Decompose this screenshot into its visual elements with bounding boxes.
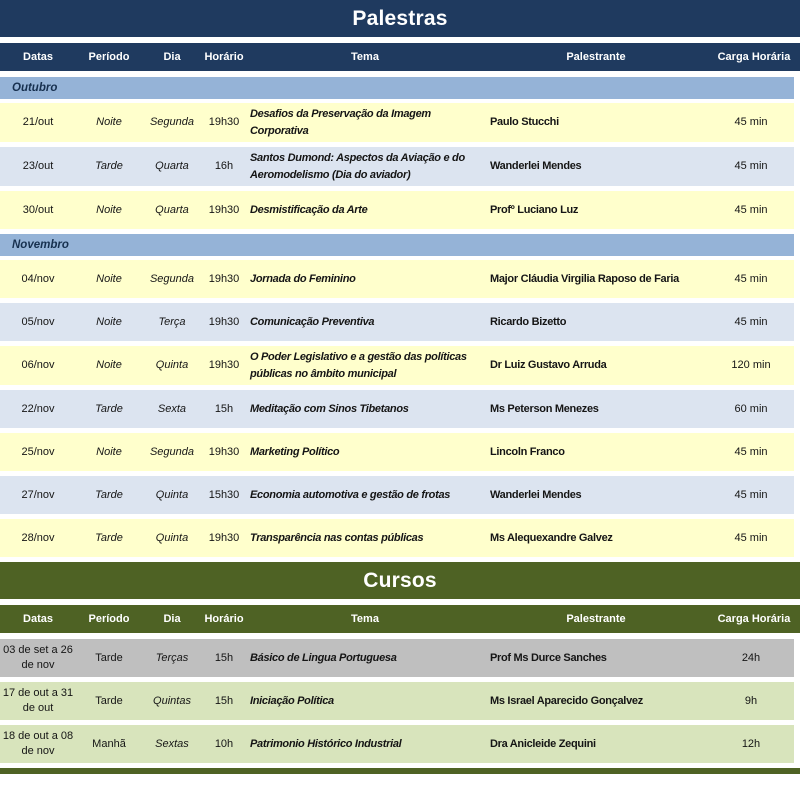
cell-dia: Segunda bbox=[149, 445, 195, 458]
cell-horario: 19h30 bbox=[208, 272, 240, 285]
cell-dia: Quinta bbox=[155, 359, 189, 372]
cell-carga: 45 min bbox=[734, 315, 768, 328]
column-header-horario: Horário bbox=[204, 50, 244, 63]
cell-carga: 45 min bbox=[734, 488, 768, 501]
column-header-periodo: Período bbox=[88, 612, 130, 625]
cell-periodo: Tarde bbox=[95, 531, 123, 544]
cell-datas: 05/nov bbox=[21, 315, 55, 328]
cell-horario: 15h bbox=[214, 694, 234, 707]
cell-tema: Básico de Lingua Portuguesa bbox=[250, 651, 397, 664]
column-header-tema: Tema bbox=[351, 50, 379, 63]
palestra-row bbox=[0, 433, 794, 471]
month-label: Outubro bbox=[12, 82, 58, 94]
column-header-palestrante: Palestrante bbox=[566, 612, 626, 625]
cell-tema: Iniciação Política bbox=[250, 694, 334, 707]
cell-horario: 19h30 bbox=[208, 203, 240, 216]
cell-carga: 120 min bbox=[731, 359, 771, 372]
cell-palestrante: Profº Luciano Luz bbox=[490, 203, 579, 216]
cell-dia: Segunda bbox=[149, 272, 195, 285]
cell-palestrante: Ricardo Bizetto bbox=[490, 315, 567, 328]
cell-dia: Quarta bbox=[155, 203, 189, 216]
palestra-row bbox=[0, 260, 794, 298]
cell-datas: 06/nov bbox=[21, 359, 55, 372]
cell-palestrante: Paulo Stucchi bbox=[490, 116, 559, 129]
cell-palestrante: Wanderlei Mendes bbox=[490, 488, 582, 501]
cell-periodo: Noite bbox=[96, 116, 122, 129]
cell-datas: 23/out bbox=[22, 160, 54, 173]
cell-periodo: Noite bbox=[96, 359, 122, 372]
cell-tema: Meditação com Sinos Tibetanos bbox=[250, 402, 409, 415]
cell-dia: Quinta bbox=[155, 488, 189, 501]
cell-horario: 15h30 bbox=[208, 488, 240, 501]
cursos-title: Cursos bbox=[363, 568, 437, 592]
column-header-dia: Dia bbox=[163, 612, 181, 625]
cell-horario: 10h bbox=[214, 737, 234, 750]
cell-palestrante: Wanderlei Mendes bbox=[490, 160, 582, 173]
cell-periodo: Noite bbox=[96, 272, 122, 285]
column-header-periodo: Período bbox=[88, 50, 130, 63]
cell-horario: 19h30 bbox=[208, 315, 240, 328]
cell-dia: Sexta bbox=[157, 402, 187, 415]
palestra-row bbox=[0, 476, 794, 514]
palestra-row bbox=[0, 303, 794, 341]
bottom-border-bar bbox=[0, 768, 800, 774]
palestra-row bbox=[0, 346, 794, 385]
cell-carga: 45 min bbox=[734, 203, 768, 216]
cell-carga: 24h bbox=[741, 651, 761, 664]
cell-tema: Jornada do Feminino bbox=[250, 272, 356, 285]
palestras-title-bar bbox=[0, 0, 800, 37]
column-header-tema: Tema bbox=[351, 612, 379, 625]
cell-horario: 16h bbox=[214, 160, 234, 173]
cursos-column-header-row bbox=[0, 605, 800, 633]
cell-dia: Quinta bbox=[155, 531, 189, 544]
cursos-section bbox=[0, 562, 800, 774]
cell-dia: Segunda bbox=[149, 116, 195, 129]
column-header-carga: Carga Horária bbox=[717, 50, 791, 63]
cell-dia: Sextas bbox=[155, 737, 189, 750]
cell-horario: 19h30 bbox=[208, 359, 240, 372]
cell-horario: 19h30 bbox=[208, 445, 240, 458]
palestra-row bbox=[0, 147, 794, 186]
cell-palestrante: Ms Peterson Menezes bbox=[490, 402, 599, 415]
cell-datas: 27/nov bbox=[21, 488, 55, 501]
palestra-row bbox=[0, 519, 794, 557]
cell-datas: 22/nov bbox=[21, 402, 55, 415]
cell-datas: 04/nov bbox=[21, 272, 55, 285]
cell-tema: Comunicação Preventiva bbox=[250, 315, 375, 328]
cell-carga: 45 min bbox=[734, 531, 768, 544]
cell-tema: Transparência nas contas públicas bbox=[250, 531, 424, 544]
cell-palestrante: Ms Israel Aparecido Gonçalvez bbox=[490, 694, 643, 707]
cell-palestrante: Prof Ms Durce Sanches bbox=[490, 651, 607, 664]
month-label: Novembro bbox=[12, 239, 69, 251]
cell-datas: 21/out bbox=[22, 116, 54, 129]
cell-periodo: Noite bbox=[96, 315, 122, 328]
column-header-dia: Dia bbox=[163, 50, 181, 63]
palestras-title: Palestras bbox=[352, 6, 448, 30]
cell-palestrante: Dr Luiz Gustavo Arruda bbox=[490, 359, 607, 372]
column-header-horario: Horário bbox=[204, 612, 244, 625]
cell-periodo: Noite bbox=[96, 445, 122, 458]
cell-datas: 03 de set a 26 de nov bbox=[3, 644, 73, 671]
cursos-title-bar bbox=[0, 562, 800, 599]
cell-periodo: Tarde bbox=[95, 160, 123, 173]
curso-row bbox=[0, 725, 794, 763]
column-header-datas: Datas bbox=[23, 612, 53, 625]
column-header-datas: Datas bbox=[23, 50, 53, 63]
cell-carga: 45 min bbox=[734, 272, 768, 285]
cell-carga: 45 min bbox=[734, 116, 768, 129]
cell-palestrante: Lincoln Franco bbox=[490, 445, 565, 458]
cell-tema: Patrimonio Histórico Industrial bbox=[250, 737, 402, 750]
cell-carga: 9h bbox=[744, 694, 758, 707]
cell-dia: Terça bbox=[158, 315, 186, 328]
cell-periodo: Tarde bbox=[95, 651, 123, 664]
month-header-novembro bbox=[0, 234, 794, 256]
cell-periodo: Tarde bbox=[95, 488, 123, 501]
cell-periodo: Tarde bbox=[95, 402, 123, 415]
cell-carga: 45 min bbox=[734, 160, 768, 173]
cell-datas: 17 de out a 31 de out bbox=[2, 687, 74, 714]
cell-datas: 18 de out a 08 de nov bbox=[2, 730, 74, 757]
curso-row bbox=[0, 639, 794, 677]
palestra-row bbox=[0, 103, 794, 142]
palestra-row bbox=[0, 191, 794, 229]
cell-horario: 15h bbox=[214, 402, 234, 415]
cell-periodo: Noite bbox=[96, 203, 122, 216]
month-header-outubro bbox=[0, 77, 794, 99]
cell-tema: Economia automotiva e gestão de frotas bbox=[250, 488, 451, 501]
cell-horario: 19h30 bbox=[208, 531, 240, 544]
cell-dia: Terças bbox=[155, 651, 189, 664]
cell-carga: 45 min bbox=[734, 445, 768, 458]
cell-tema: O Poder Legislativo e a gestão das políticas públicas no âmbito municipal bbox=[250, 351, 467, 380]
cell-carga: 60 min bbox=[734, 402, 768, 415]
cell-horario: 15h bbox=[214, 651, 234, 664]
cell-palestrante: Major Cláudia Virgilia Raposo de Faria bbox=[490, 272, 679, 285]
column-header-palestrante: Palestrante bbox=[566, 50, 626, 63]
cell-datas: 25/nov bbox=[21, 445, 55, 458]
palestra-row bbox=[0, 390, 794, 428]
curso-row bbox=[0, 682, 794, 720]
cell-periodo: Manhã bbox=[92, 737, 126, 750]
cell-datas: 28/nov bbox=[21, 531, 55, 544]
cell-periodo: Tarde bbox=[95, 694, 123, 707]
cell-tema: Santos Dumond: Aspectos da Aviação e do Aeromodelismo (Dia do aviador) bbox=[250, 152, 465, 181]
cell-horario: 19h30 bbox=[208, 116, 240, 129]
cell-dia: Quarta bbox=[155, 160, 189, 173]
cell-carga: 12h bbox=[741, 737, 761, 750]
cell-tema: Desafios da Preservação da Imagem Corporativa bbox=[250, 108, 431, 137]
cell-palestrante: Dra Anicleide Zequini bbox=[490, 737, 596, 750]
cell-dia: Quintas bbox=[153, 694, 191, 707]
cell-palestrante: Ms Alequexandre Galvez bbox=[490, 531, 613, 544]
column-header-carga: Carga Horária bbox=[717, 612, 791, 625]
palestras-column-header-row bbox=[0, 43, 800, 71]
cell-tema: Marketing Político bbox=[250, 445, 340, 458]
cell-datas: 30/out bbox=[22, 203, 54, 216]
cell-tema: Desmistificação da Arte bbox=[250, 203, 368, 216]
